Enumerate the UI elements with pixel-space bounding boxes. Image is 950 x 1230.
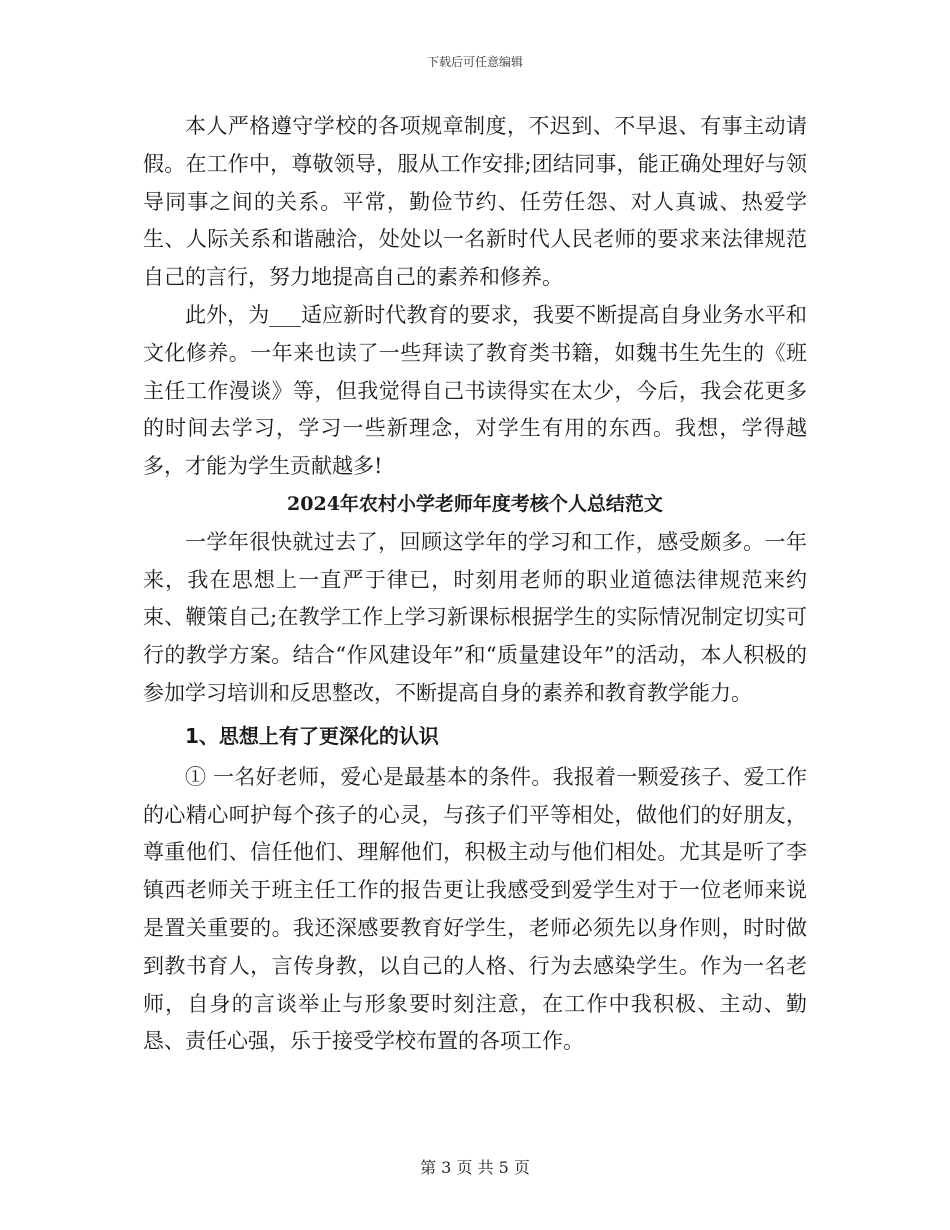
paragraph-discipline: 本人严格遵守学校的各项规章制度，不迟到、不早退、有事主动请假。在工作中，尊敬领导，服从工作安排;团结同事，能正确处理好与领导同事之间的关系。平常，勤俭节约、任劳任怨、对人真诚、热爱学生、人际关系和谐融洽，处处以一名新时代人民老师的要求来法律规范自己的言行，努力地提高自己的素养和修养。 [143, 114, 807, 290]
page-footer: 第 3 页 共 5 页 [420, 1158, 530, 1177]
page-header: 下载后可任意编辑 [426, 55, 523, 69]
section-title: 2024年农村小学老师年度考核个人总结范文 [287, 492, 663, 515]
paragraph-self-study: 此外，为___适应新时代教育的要求，我要不断提高自身业务水平和文化修养。一年来也读了一些拜读了教育类书籍，如魏书生先生的《班主任工作漫谈》等，但我觉得自己书读得实在太少，今后，我会花更多的时间去学习，学习一些新理念，对学生有用的东西。我想，学得越多，才能为学生贡献越多! [143, 302, 807, 479]
subheading-thought: 1、思想上有了更深化的认识 [185, 723, 439, 748]
paragraph-love: ① 一名好老师，爱心是最基本的条件。我报着一颗爱孩子、爱工作的心精心呵护每个孩子的心灵，与孩子们平等相处，做他们的好朋友，尊重他们、信任他们、理解他们，积极主动与他们相处。尤其是听了李镇西老师关于班主任工作的报告更让我感受到爱学生对于一位老师来说是置关重要的。我还深感要教育好学生，老师必须先以身作则，时时做到教书育人，言传身教，以自己的人格、行为去感染学生。作为一名老师，自身的言谈举止与形象要时刻注意，在工作中我积极、主动、勤恳、责任心强，乐于接受学校布置的各项工作。 [143, 764, 807, 1054]
document-body [143, 108, 807, 1061]
paragraph-intro: 一学年很快就过去了，回顾这学年的学习和工作，感受颇多。一年来，我在思想上一直严于律已，时刻用老师的职业道德法律规范来约束、鞭策自己;在教学工作上学习新课标根据学生的实际情况制定切实可行的教学方案。结合“作风建设年”和“质量建设年”的活动，本人积极的参加学习培训和反思整改，不断提高自身的素养和教育教学能力。 [143, 529, 807, 705]
